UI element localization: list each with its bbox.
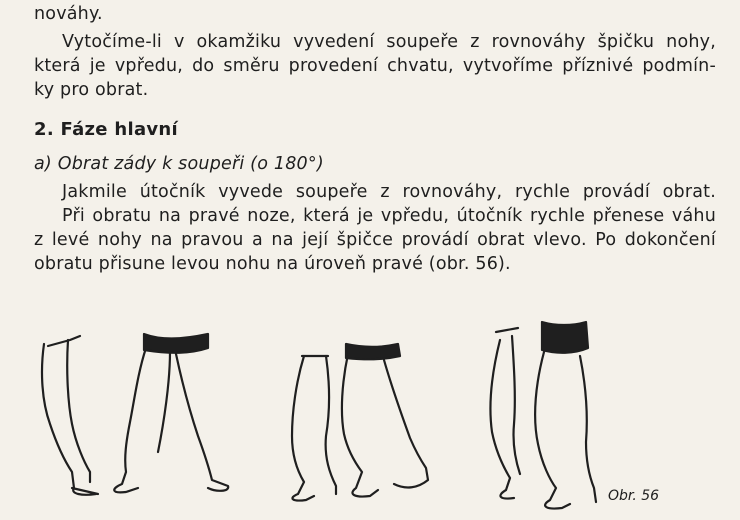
leg-figure <box>490 328 520 499</box>
legs-illustration <box>30 312 630 517</box>
text-line: Jakmile útočník vyvede soupeře z rovnováhy, rychle provádí obrat. <box>62 182 716 202</box>
leg-figure <box>342 344 428 497</box>
paragraph-attack <box>34 180 716 204</box>
paragraph-end <box>34 2 716 26</box>
leg-figure <box>292 356 336 501</box>
figure-pair-2 <box>292 344 428 501</box>
figure-pair-1 <box>42 334 228 495</box>
paragraph-tip <box>34 30 716 102</box>
text-line: z levé nohy na pravou a na její špičce provádí obrat vlevo. Po dokončení <box>34 230 716 250</box>
figure-caption: Obr. 56 <box>608 488 660 504</box>
section-heading: 2. Fáze hlavní <box>34 119 179 140</box>
text-line: která je vpředu, do směru provedení chvatu, vytvoříme příznivé podmín- <box>34 56 716 76</box>
text-line: obratu přisune levou nohu na úroveň pravé (obr. 56). <box>34 254 511 274</box>
text-line: nováhy. <box>34 4 103 24</box>
leg-figure <box>535 322 596 509</box>
figure-pair-3 <box>490 322 596 509</box>
leg-figure <box>42 336 98 495</box>
subsection-heading: a) Obrat zády k soupeři (o 180°) <box>34 154 324 174</box>
text-line: Při obratu na pravé noze, která je vpředu, útočník rychle přenese váhu <box>62 206 716 226</box>
text-line: ky pro obrat. <box>34 80 149 100</box>
text-line: Vytočíme-li v okamžiku vyvedení soupeře z rovnováhy špičku nohy, <box>62 32 716 52</box>
paragraph-turn <box>34 204 716 276</box>
leg-figure <box>114 334 228 492</box>
